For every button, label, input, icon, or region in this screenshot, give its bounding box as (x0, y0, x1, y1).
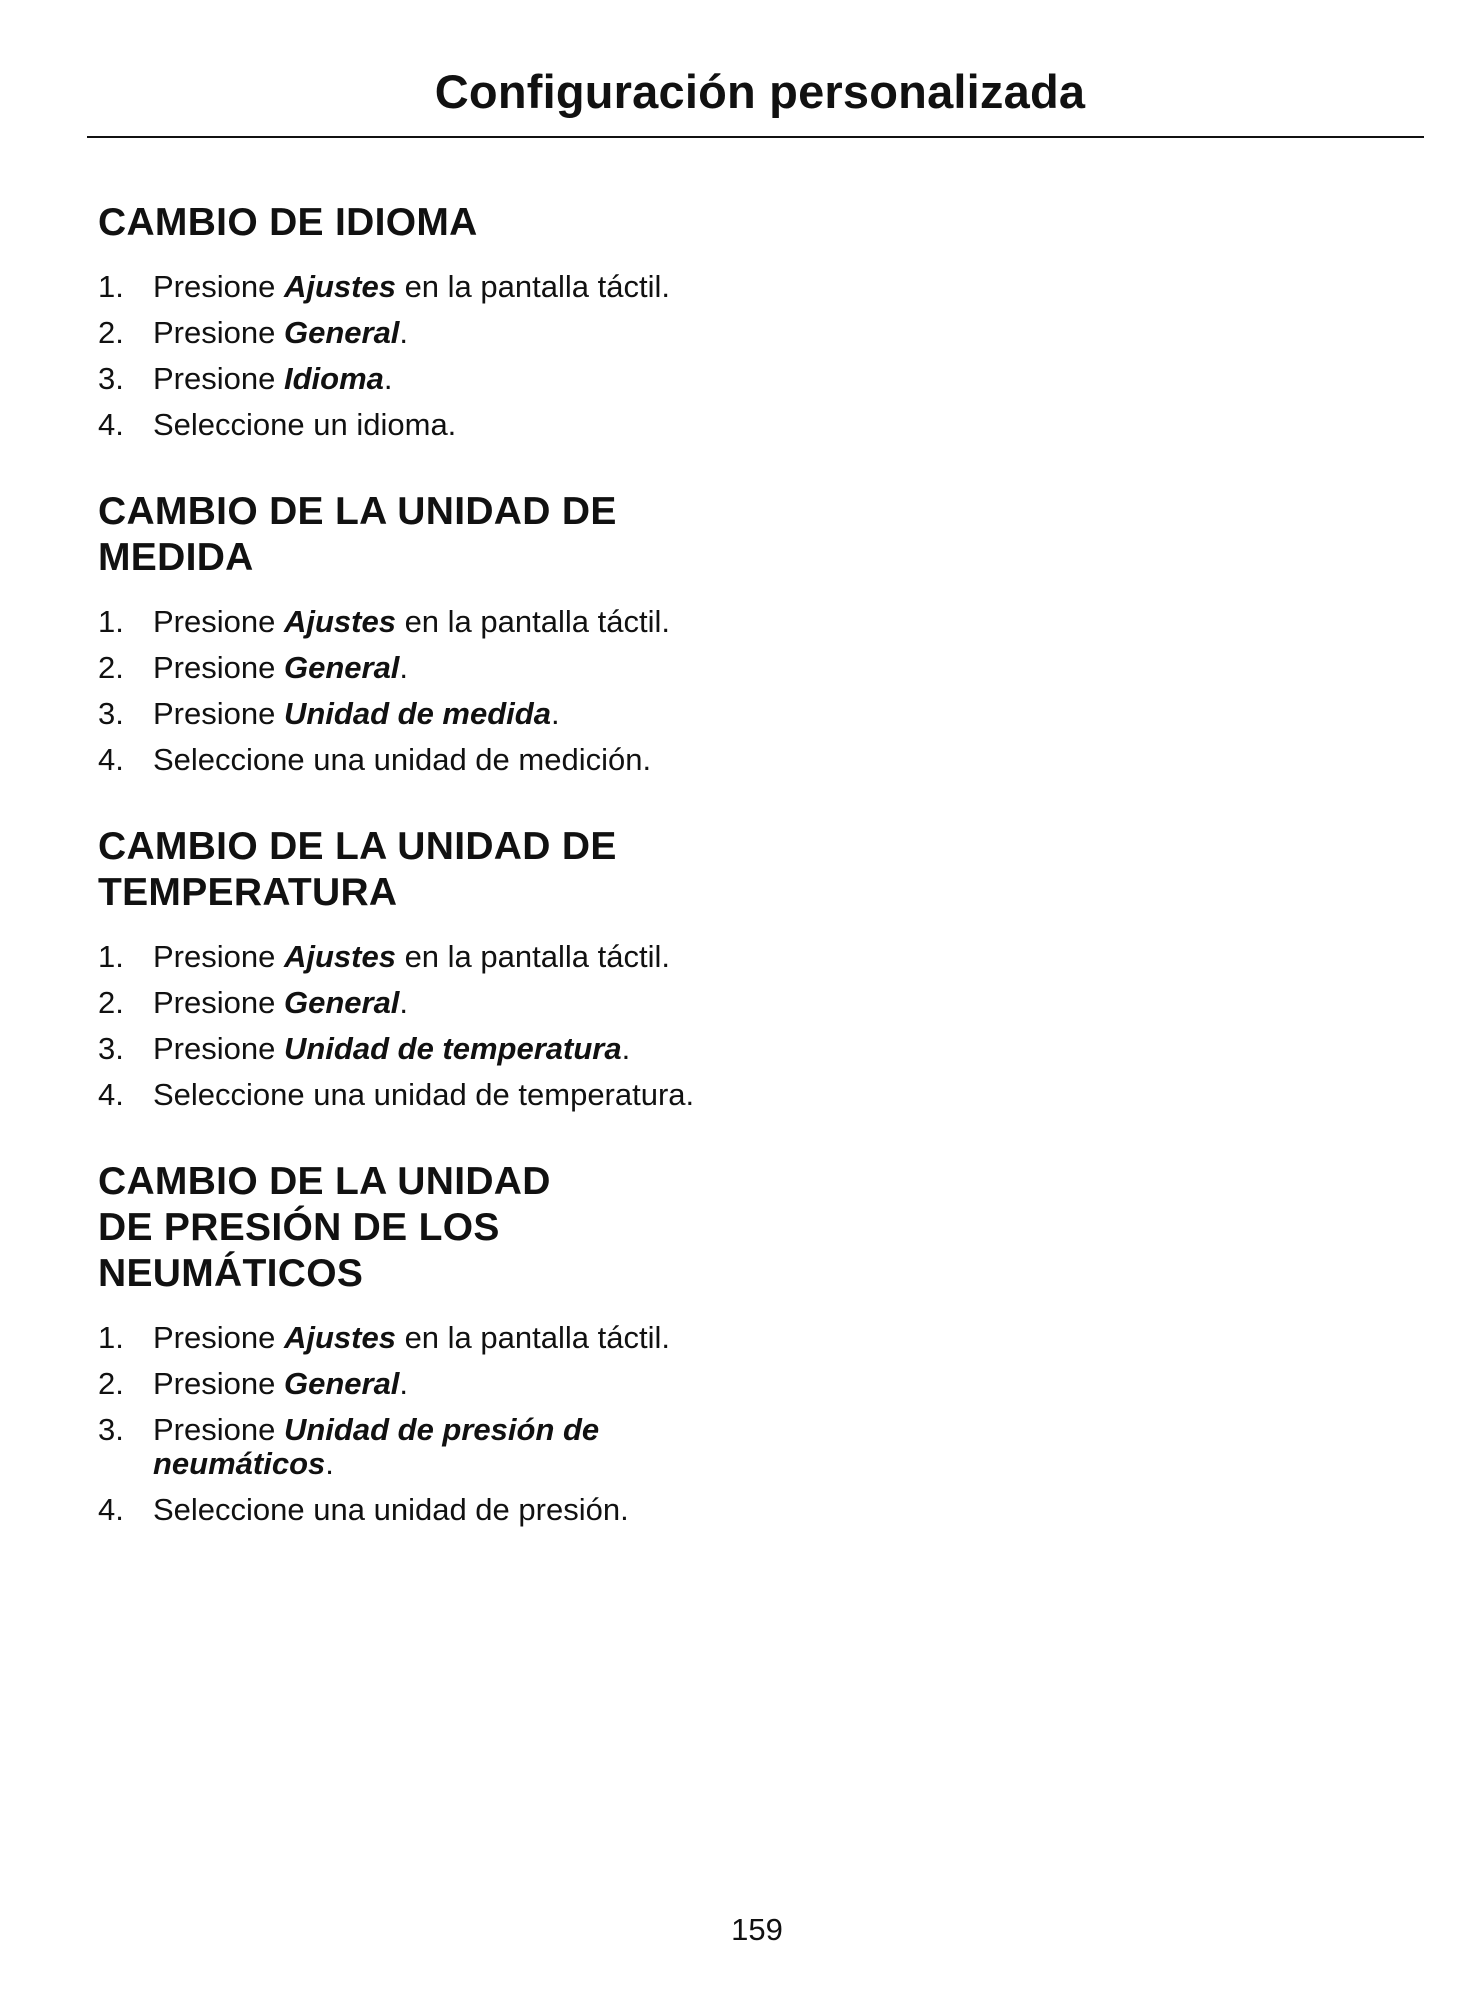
step-number: 2. (98, 315, 124, 350)
step-action: Ajustes (283, 269, 396, 304)
step-action: Unidad de presión de neumáticos (153, 1412, 600, 1481)
step-number: 4. (98, 1492, 124, 1527)
step-number: 2. (98, 985, 124, 1020)
step-text: en la pantalla táctil. (395, 604, 670, 639)
step-text: Seleccione una unidad de medición. (153, 742, 652, 777)
step-action: General (283, 315, 400, 350)
section-tire-pressure-unit (98, 1159, 738, 1527)
step-action: General (283, 985, 400, 1020)
step-action: Ajustes (283, 604, 396, 639)
step-number: 3. (98, 696, 124, 731)
step-number: 4. (98, 1077, 124, 1112)
step-item (98, 986, 738, 1020)
step-text: Presione (153, 939, 284, 974)
step-text: Seleccione una unidad de presión. (153, 1492, 629, 1527)
step-text: Presione (153, 650, 284, 685)
step-number: 3. (98, 1412, 124, 1447)
step-action: General (283, 650, 400, 685)
step-number: 1. (98, 1320, 124, 1355)
step-text: . (621, 1031, 631, 1066)
step-list (98, 1321, 738, 1527)
step-list (98, 270, 738, 442)
step-number: 2. (98, 1366, 124, 1401)
content-column (98, 200, 738, 1574)
step-item (98, 362, 738, 396)
step-text: . (399, 650, 409, 685)
step-text: . (399, 315, 409, 350)
step-number: 1. (98, 604, 124, 639)
step-action: General (283, 1366, 400, 1401)
step-item (98, 651, 738, 685)
step-list (98, 605, 738, 777)
step-text: Presione (153, 315, 284, 350)
step-text: Presione (153, 1320, 284, 1355)
step-item (98, 1321, 738, 1355)
step-text: . (383, 361, 393, 396)
section-heading: CAMBIO DE IDIOMA (98, 201, 478, 244)
step-number: 4. (98, 407, 124, 442)
step-item (98, 940, 738, 974)
step-item (98, 1032, 738, 1066)
step-text: Presione (153, 696, 284, 731)
section-heading: CAMBIO DE LA UNIDAD DE PRESIÓN DE LOS NEUMÁTICOS (98, 1160, 551, 1295)
section-language (98, 200, 738, 442)
step-action: Ajustes (283, 939, 396, 974)
step-number: 4. (98, 742, 124, 777)
step-action: Unidad de temperatura (283, 1031, 622, 1066)
step-number: 2. (98, 650, 124, 685)
section-heading: CAMBIO DE LA UNIDAD DE MEDIDA (98, 490, 617, 579)
step-text: Presione (153, 1031, 284, 1066)
step-item (98, 316, 738, 350)
step-item (98, 743, 738, 777)
step-text: . (399, 985, 409, 1020)
step-item (98, 408, 738, 442)
step-text: Presione (153, 985, 284, 1020)
step-item (98, 1078, 738, 1112)
step-number: 3. (98, 1031, 124, 1066)
section-measure-unit (98, 489, 738, 777)
title-divider (87, 136, 1424, 138)
step-list (98, 940, 738, 1112)
section-heading: CAMBIO DE LA UNIDAD DE TEMPERATURA (98, 825, 617, 914)
step-text: . (325, 1446, 334, 1481)
step-item (98, 1367, 738, 1401)
step-text: Presione (153, 1412, 284, 1447)
step-text: . (550, 696, 560, 731)
step-text: . (399, 1366, 409, 1401)
page-number: 159 (731, 1912, 783, 1947)
step-action: Ajustes (283, 1320, 396, 1355)
step-item (98, 605, 738, 639)
section-temperature-unit (98, 824, 738, 1112)
step-text: Seleccione un idioma. (153, 407, 457, 442)
step-text: Presione (153, 269, 284, 304)
step-action: Unidad de medida (283, 696, 551, 731)
step-number: 3. (98, 361, 124, 396)
step-text: Presione (153, 361, 284, 396)
step-action: Idioma (283, 361, 384, 396)
step-text: en la pantalla táctil. (395, 939, 670, 974)
step-text: Seleccione una unidad de temperatura. (153, 1077, 695, 1112)
step-text: en la pantalla táctil. (395, 1320, 670, 1355)
step-number: 1. (98, 269, 124, 304)
step-item (98, 1413, 623, 1481)
step-item (98, 270, 738, 304)
step-text: Presione (153, 604, 284, 639)
step-item (98, 1493, 738, 1527)
step-text: en la pantalla táctil. (395, 269, 670, 304)
step-number: 1. (98, 939, 124, 974)
step-text: Presione (153, 1366, 284, 1401)
page-title: Configuración personalizada (434, 65, 1086, 118)
step-item (98, 697, 738, 731)
